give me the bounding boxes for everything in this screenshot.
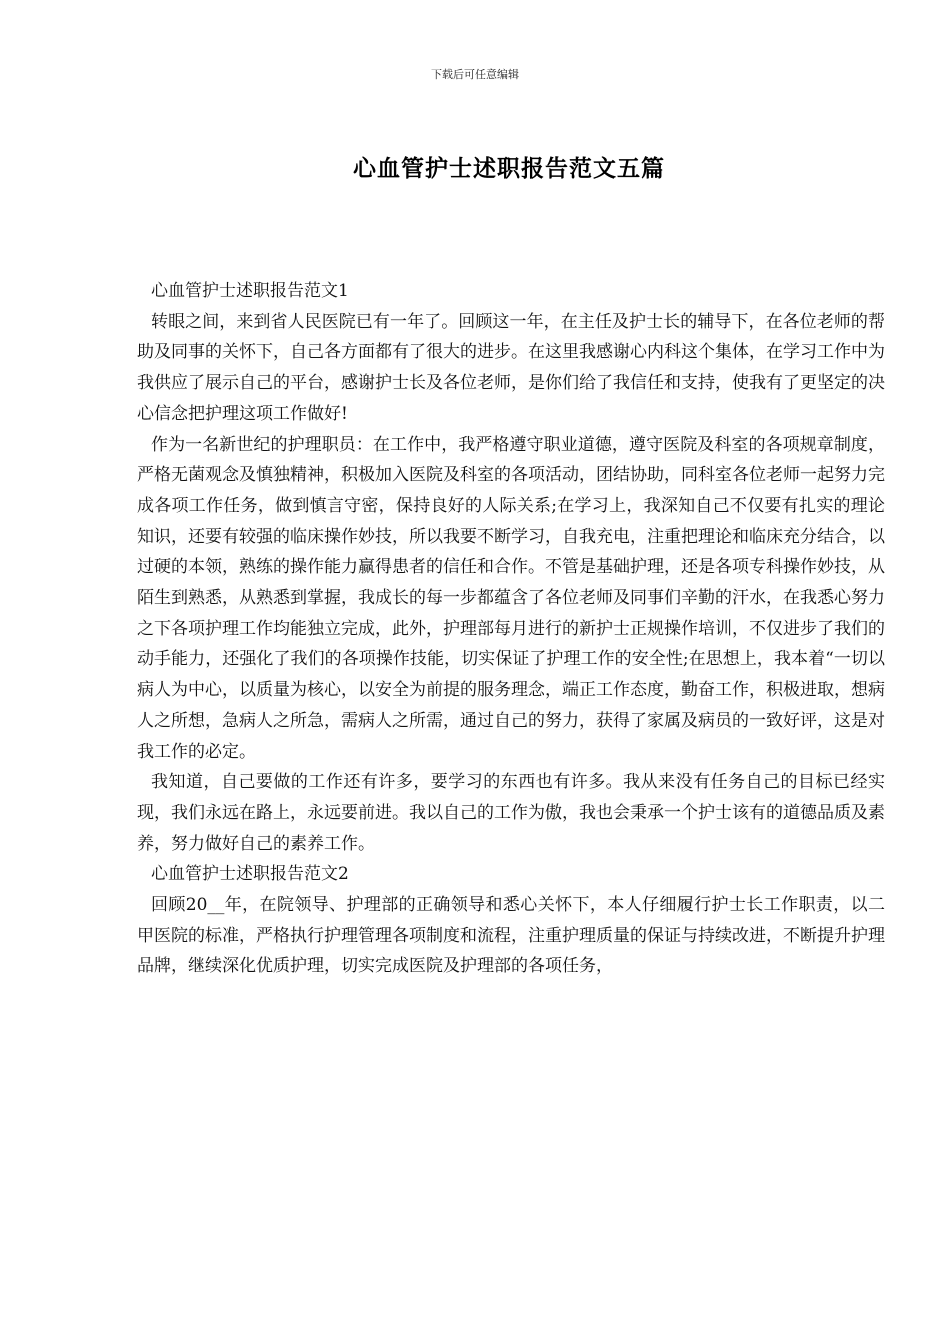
paragraph: 作为一名新世纪的护理职员：在工作中，我严格遵守职业道德，遵守医院及科室的各项规章制度，严格无菌观念及慎独精神，积极加入医院及科室的各项活动，团结协助，同科室各位老师一起努力完成各项工作任务，做到慎言守密，保持良好的人际关系;在学习上，我深知自己不仅要有扎实的理论知识，还要有较强的临床操作妙技，所以我要不断学习，自我充电，注重把理论和临床充分结合，以过硬的本领，熟练的操作能力赢得患者的信任和合作。不管是基础护理，还是各项专科操作妙技，从陌生到熟悉，从熟悉到掌握，我成长的每一步都蕴含了各位老师及同事们辛勤的汗水，在我悉心努力之下各项护理工作均能独立完成，此外，护理部每月进行的新护士正规操作培训，不仅进步了我们的动手能力，还强化了我们的各项操作技能，切实保证了护理工作的安全性;在思想上，我本着“一切以病人为中心，以质量为核心，以安全为前提的服务理念，端正工作态度，勤奋工作，积极进取，想病人之所想，急病人之所急，需病人之所需，通过自己的努力，获得了家属及病员的一致好评，这是对我工作的必定。 — [137, 434, 885, 762]
section-heading-2: 心血管护士述职报告范文2 — [151, 864, 349, 885]
paragraph: 我知道，自己要做的工作还有许多，要学习的东西也有许多。我从来没有任务自己的目标已经实现，我们永远在路上，永远要前进。我以自己的工作为傲，我也会秉承一个护士该有的道德品质及素养，努力做好自己的素养工作。 — [137, 772, 885, 854]
section-heading-1: 心血管护士述职报告范文1 — [151, 281, 349, 301]
paragraph: 转眼之间，来到省人民医院已有一年了。回顾这一年，在主任及护士长的辅导下，在各位老师的帮助及同事的关怀下，自己各方面都有了很大的进步。在这里我感谢心内科这个集体，在学习工作中为我供应了展示自己的平台，感谢护士长及各位老师，是你们给了我信任和支持，使我有了更坚定的决心信念把护理这项工作做好! — [137, 311, 885, 424]
document-body — [137, 276, 885, 982]
paragraph: 回顾20__年，在院领导、护理部的正确领导和悉心关怀下，本人仔细履行护士长工作职责，以二甲医院的标准，严格执行护理管理各项制度和流程，注重护理质量的保证与持续改进，不断提升护理品牌，继续深化优质护理，切实完成医院及护理部的各项任务， — [137, 895, 885, 977]
page-header-note: 下载后可任意编辑 — [431, 68, 519, 81]
document-title: 心血管护士述职报告范文五篇 — [353, 155, 665, 182]
